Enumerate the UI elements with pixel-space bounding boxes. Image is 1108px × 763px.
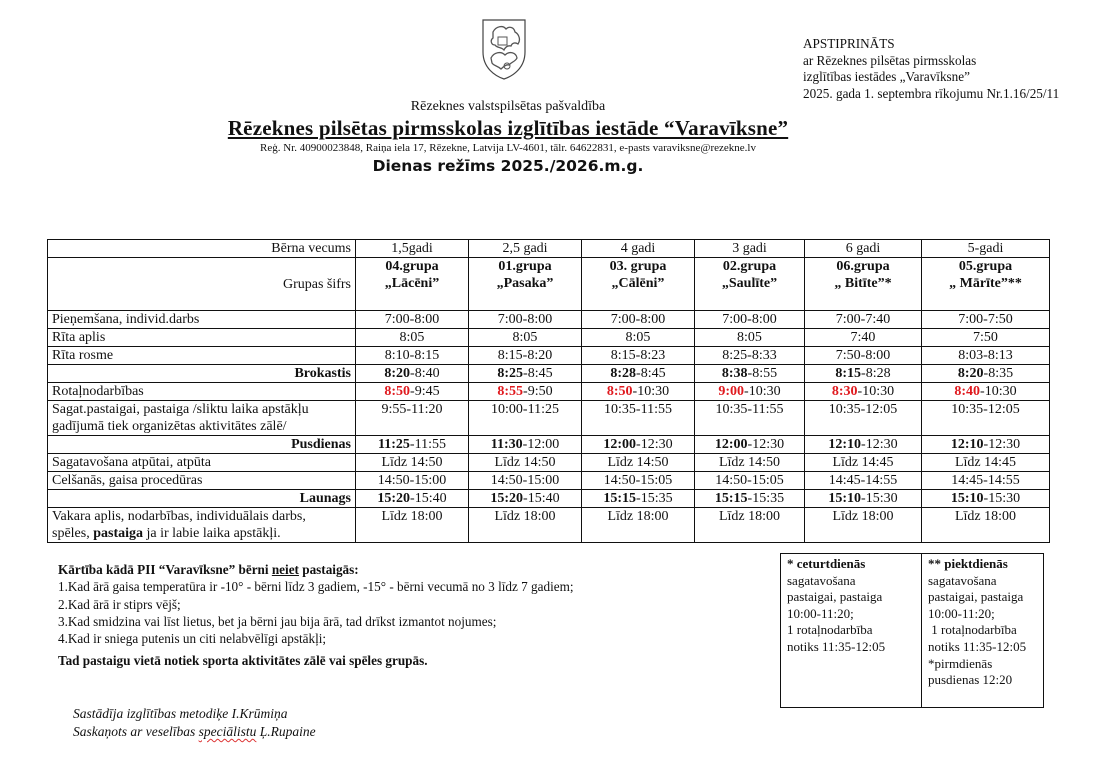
time-cell	[922, 436, 1050, 454]
time-cell	[582, 365, 695, 383]
start-time: 15:20	[377, 491, 411, 506]
note-friday: ** piektdienās sagatavošana pastaigai, pastaiga 10:00-11:20; 1 rotaļnodarbība notiks 11:35-12:05 *pirmdienās pusdienas 12:20	[922, 554, 1044, 708]
end-time: -8:45	[523, 366, 553, 381]
end-time: -8:40	[410, 366, 440, 381]
age-label: Bērna vecums	[48, 240, 356, 258]
time-cell: 7:40	[805, 329, 922, 347]
schedule-row	[48, 490, 1050, 508]
start-time: 12:10	[828, 437, 862, 452]
time-cell: 7:00-7:50	[922, 311, 1050, 329]
rule-item: 4.Kad ir sniega putenis un citi nelabvēlīgi apstākļi;	[58, 631, 327, 647]
group-name: „ Mārīte”**	[949, 276, 1022, 291]
start-time: 11:30	[490, 437, 523, 452]
group-name: „Lācēni”	[384, 276, 440, 291]
time-cell: 8:05	[582, 329, 695, 347]
time-cell: 8:15-8:20	[469, 347, 582, 365]
end-time: -10:30	[744, 384, 781, 399]
end-time: -15:40	[523, 491, 560, 506]
group-cell	[469, 258, 582, 311]
time-cell	[695, 383, 805, 401]
end-time: -11:55	[409, 437, 446, 452]
schedule-row	[48, 472, 1050, 490]
group-row	[48, 258, 1050, 311]
end-time: -15:40	[410, 491, 447, 506]
time-cell: 7:00-8:00	[582, 311, 695, 329]
end-time: -8:28	[861, 366, 891, 381]
age-cell: 6 gadi	[805, 240, 922, 258]
time-cell: 7:00-8:00	[356, 311, 469, 329]
start-time: 8:20	[957, 366, 984, 381]
age-cell: 4 gadi	[582, 240, 695, 258]
time-cell	[922, 490, 1050, 508]
time-cell: 14:50-15:05	[582, 472, 695, 490]
group-cell	[805, 258, 922, 311]
time-cell: 8:05	[356, 329, 469, 347]
activity-label: Rotaļnodarbības	[48, 383, 356, 401]
approval-line-3: izglītības iestādes „Varavīksne”	[803, 69, 970, 85]
time-cell: 14:50-15:00	[469, 472, 582, 490]
group-code: 02.grupa	[722, 259, 777, 274]
time-cell: 7:00-8:00	[469, 311, 582, 329]
start-time: 8:15	[835, 366, 862, 381]
time-cell: 8:15-8:23	[582, 347, 695, 365]
coat-of-arms-icon	[481, 18, 527, 80]
time-cell: Līdz 14:50	[695, 454, 805, 472]
time-cell: 10:35-11:55	[695, 401, 805, 436]
rules-heading: Kārtība kādā PII “Varavīksne” bērni neiet pastaigās:	[58, 562, 359, 577]
time-cell: 10:35-12:05	[805, 401, 922, 436]
time-cell	[356, 490, 469, 508]
compiled-by: Sastādīja izglītības metodiķe I.Krūmiņa	[73, 706, 288, 721]
end-time: -12:30	[636, 437, 673, 452]
time-cell: 8:05	[695, 329, 805, 347]
group-code: 04.grupa	[385, 259, 439, 274]
time-cell	[695, 490, 805, 508]
group-name: „Saulīte”	[721, 276, 778, 291]
time-cell: 8:25-8:33	[695, 347, 805, 365]
time-cell	[582, 383, 695, 401]
time-cell: Līdz 14:45	[922, 454, 1050, 472]
group-cell	[582, 258, 695, 311]
time-cell: Līdz 18:00	[469, 508, 582, 543]
approval-line-1: APSTIPRINĀTS	[803, 36, 895, 51]
schedule-row	[48, 311, 1050, 329]
time-cell	[356, 383, 469, 401]
end-time: -10:30	[632, 384, 670, 399]
time-cell	[582, 490, 695, 508]
end-time: -12:30	[983, 437, 1021, 452]
time-cell: 10:35-12:05	[922, 401, 1050, 436]
footnotes-table	[780, 553, 1044, 708]
approval-block	[803, 36, 1059, 102]
rules-conclusion: Tad pastaigu vietā notiek sporta aktivitātes zālē vai spēles grupās.	[58, 653, 428, 669]
group-label: Grupas šifrs	[48, 258, 356, 311]
time-cell	[469, 490, 582, 508]
activity-label: Brokastis	[48, 365, 356, 383]
group-name: „ Bitīte”*	[834, 276, 892, 291]
schedule-row	[48, 329, 1050, 347]
municipality-name: Rēzeknes valstspilsētas pašvaldība	[410, 99, 606, 114]
time-cell: 14:45-14:55	[805, 472, 922, 490]
end-time: -15:30	[861, 491, 898, 506]
end-time: -15:35	[747, 491, 785, 506]
start-time: 8:38	[721, 366, 748, 381]
schedule-row	[48, 401, 1050, 436]
registration-info: Reģ. Nr. 40900023848, Raiņa iela 17, Rēzekne, Latvija LV-4601, tālr. 64622831, e-pasts varaviksne@rezekne.lv	[260, 142, 756, 154]
institution-name: Rēzeknes pilsētas pirmsskolas izglītības iestāde “Varavīksne”	[227, 116, 789, 140]
note-thursday-title: * ceturtdienās	[787, 556, 866, 571]
end-time: -15:30	[983, 491, 1021, 506]
note-thursday: * ceturtdienās sagatavošana pastaigai, pastaiga 10:00-11:20; 1 rotaļnodarbība notiks 11:35-12:05	[781, 554, 922, 708]
activity-label: Pieņemšana, individ.darbs	[48, 311, 356, 329]
time-cell	[922, 365, 1050, 383]
page-title: Dienas režīms 2025./2026.m.g.	[372, 157, 644, 175]
group-cell	[695, 258, 805, 311]
time-cell	[805, 490, 922, 508]
start-time: 15:15	[714, 491, 748, 506]
time-cell: Līdz 14:45	[805, 454, 922, 472]
start-time: 8:28	[610, 366, 637, 381]
end-time: -9:45	[410, 384, 440, 399]
time-cell	[805, 383, 922, 401]
time-cell: 8:10-8:15	[356, 347, 469, 365]
schedule-row	[48, 454, 1050, 472]
time-cell: Līdz 14:50	[356, 454, 469, 472]
start-time: 11:25	[378, 437, 410, 452]
start-time: 8:55	[497, 384, 524, 399]
start-time: 15:20	[490, 491, 524, 506]
end-time: -8:55	[747, 366, 778, 381]
time-cell: 7:00-7:40	[805, 311, 922, 329]
time-cell	[695, 365, 805, 383]
activity-label: Vakara aplis, nodarbības, individuālais darbs, spēles, pastaiga ja ir labie laika apstākļi.	[48, 508, 356, 543]
group-cell	[922, 258, 1050, 311]
time-cell: 9:55-11:20	[356, 401, 469, 436]
activity-label: Sagat.pastaigai, pastaiga /sliktu laika apstākļu gadījumā tiek organizētas aktivitātes zālē/	[48, 401, 356, 436]
end-time: -12:30	[747, 437, 785, 452]
schedule-row	[48, 383, 1050, 401]
rule-item: 2.Kad ārā ir stiprs vējš;	[58, 596, 181, 612]
walk-rules	[58, 561, 574, 670]
group-code: 03. grupa	[609, 259, 667, 274]
time-cell	[805, 365, 922, 383]
age-cell: 5-gadi	[922, 240, 1050, 258]
group-code: 06.grupa	[836, 259, 890, 274]
start-time: 8:40	[954, 384, 981, 399]
start-time: 8:20	[384, 366, 411, 381]
schedule-row	[48, 508, 1050, 543]
approval-line-2: ar Rēzeknes pilsētas pirmsskolas	[803, 52, 977, 68]
start-time: 8:25	[497, 366, 524, 381]
time-cell	[469, 436, 582, 454]
start-time: 15:15	[603, 491, 637, 506]
schedule-row	[48, 436, 1050, 454]
end-time: -8:35	[983, 366, 1014, 381]
schedule-row	[48, 365, 1050, 383]
daily-schedule-table	[47, 239, 1050, 543]
age-cell: 3 gadi	[695, 240, 805, 258]
time-cell: 14:50-15:00	[356, 472, 469, 490]
time-cell: 14:50-15:05	[695, 472, 805, 490]
end-time: -15:35	[636, 491, 673, 506]
end-time: -10:30	[980, 384, 1017, 399]
start-time: 12:00	[603, 437, 637, 452]
time-cell	[695, 436, 805, 454]
activity-label: Celšanās, gaisa procedūras	[48, 472, 356, 490]
time-cell	[356, 365, 469, 383]
note-friday-title: ** piektdienās	[928, 556, 1008, 571]
activity-label: Sagatavošana atpūtai, atpūta	[48, 454, 356, 472]
age-cell: 1,5gadi	[356, 240, 469, 258]
end-time: -12:30	[861, 437, 898, 452]
end-time: -9:50	[523, 384, 553, 399]
end-time: -12:00	[522, 437, 560, 452]
time-cell	[469, 365, 582, 383]
time-cell: 7:50	[922, 329, 1050, 347]
end-time: -10:30	[857, 384, 895, 399]
time-cell	[469, 383, 582, 401]
time-cell: 7:00-8:00	[695, 311, 805, 329]
time-cell: 10:35-11:55	[582, 401, 695, 436]
time-cell: Līdz 18:00	[805, 508, 922, 543]
time-cell: 8:05	[469, 329, 582, 347]
time-cell: Līdz 18:00	[356, 508, 469, 543]
time-cell: Līdz 14:50	[469, 454, 582, 472]
agreed-with: Saskaņots ar veselības speciālistu Ļ.Rupaine	[73, 724, 316, 739]
activity-label: Pusdienas	[48, 436, 356, 454]
start-time: 8:50	[384, 384, 411, 399]
age-row	[48, 240, 1050, 258]
activity-label: Launags	[48, 490, 356, 508]
time-cell: 7:50-8:00	[805, 347, 922, 365]
time-cell: Līdz 14:50	[582, 454, 695, 472]
time-cell	[805, 436, 922, 454]
time-cell: 10:00-11:25	[469, 401, 582, 436]
start-time: 9:00	[718, 384, 745, 399]
age-cell: 2,5 gadi	[469, 240, 582, 258]
time-cell	[356, 436, 469, 454]
start-time: 12:00	[714, 437, 748, 452]
rule-item: 3.Kad smidzina vai līst lietus, bet ja bērni jau bija ārā, tad drīkst izmantot nojumes;	[58, 613, 497, 629]
group-name: „Pasaka”	[496, 276, 554, 291]
approval-line-4: 2025. gada 1. septembra rīkojumu Nr.1.16/25/11	[803, 85, 1060, 101]
schedule-row	[48, 347, 1050, 365]
group-code: 05.grupa	[958, 259, 1013, 274]
time-cell: Līdz 18:00	[582, 508, 695, 543]
time-cell: Līdz 18:00	[695, 508, 805, 543]
activity-label: Rīta rosme	[48, 347, 356, 365]
time-cell: 14:45-14:55	[922, 472, 1050, 490]
time-cell: 8:03-8:13	[922, 347, 1050, 365]
rule-item: 1.Kad ārā gaisa temperatūra ir -10° - bērni līdz 3 gadiem, -15° - bērni vecumā no 3 līdz 7 gadiem;	[58, 579, 574, 595]
time-cell: Līdz 18:00	[922, 508, 1050, 543]
signatures	[73, 705, 316, 741]
start-time: 12:10	[950, 437, 984, 452]
start-time: 15:10	[828, 491, 862, 506]
activity-label: Rīta aplis	[48, 329, 356, 347]
time-cell	[922, 383, 1050, 401]
group-code: 01.grupa	[498, 259, 552, 274]
start-time: 15:10	[950, 491, 984, 506]
start-time: 8:30	[831, 384, 858, 399]
start-time: 8:50	[606, 384, 633, 399]
end-time: -8:45	[636, 366, 666, 381]
group-cell	[356, 258, 469, 311]
time-cell	[582, 436, 695, 454]
group-name: „Cālēni”	[611, 276, 665, 291]
